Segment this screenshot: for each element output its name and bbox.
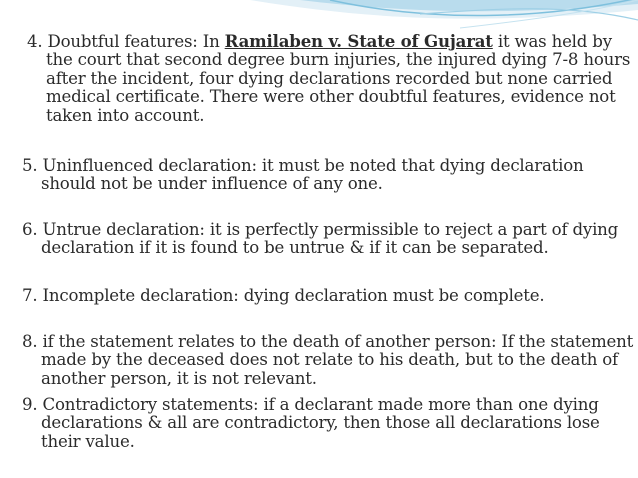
point-contradictory-statements: 9. Contradictory statements: if a declarant made more than one dying declarations & all are contradictory, then those all declarations lose their value. [22,395,600,451]
point-untrue-declaration: 6. Untrue declaration: it is perfectly permissible to reject a part of dying declaration if it is found to be untrue & if it can be separated. [22,220,619,258]
point-death-of-another-person: 8. if the statement relates to the death of another person: If the statement made by the deceased does not relate to his death, but to the death of another person, it is not relevant. [22,332,634,388]
point-body: it was held by the court that second degree burn injuries, the injured dying 7-8 hours after the incident, four dying declarations recorded but none carried medical certificate. There were other doubtful features, evidence not taken into account. [46,32,631,125]
point-incomplete-declaration: 7. Incomplete declaration: dying declaration must be complete. [22,286,545,305]
point-doubtful-features [27,32,638,125]
point-prefix: 4. Doubtful features: In [27,32,225,51]
case-name: Ramilaben v. State of Gujarat [224,31,493,51]
point-uninfluenced-declaration: 5. Uninfluenced declaration: it must be noted that dying declaration should not be under influence of any one. [22,156,584,194]
